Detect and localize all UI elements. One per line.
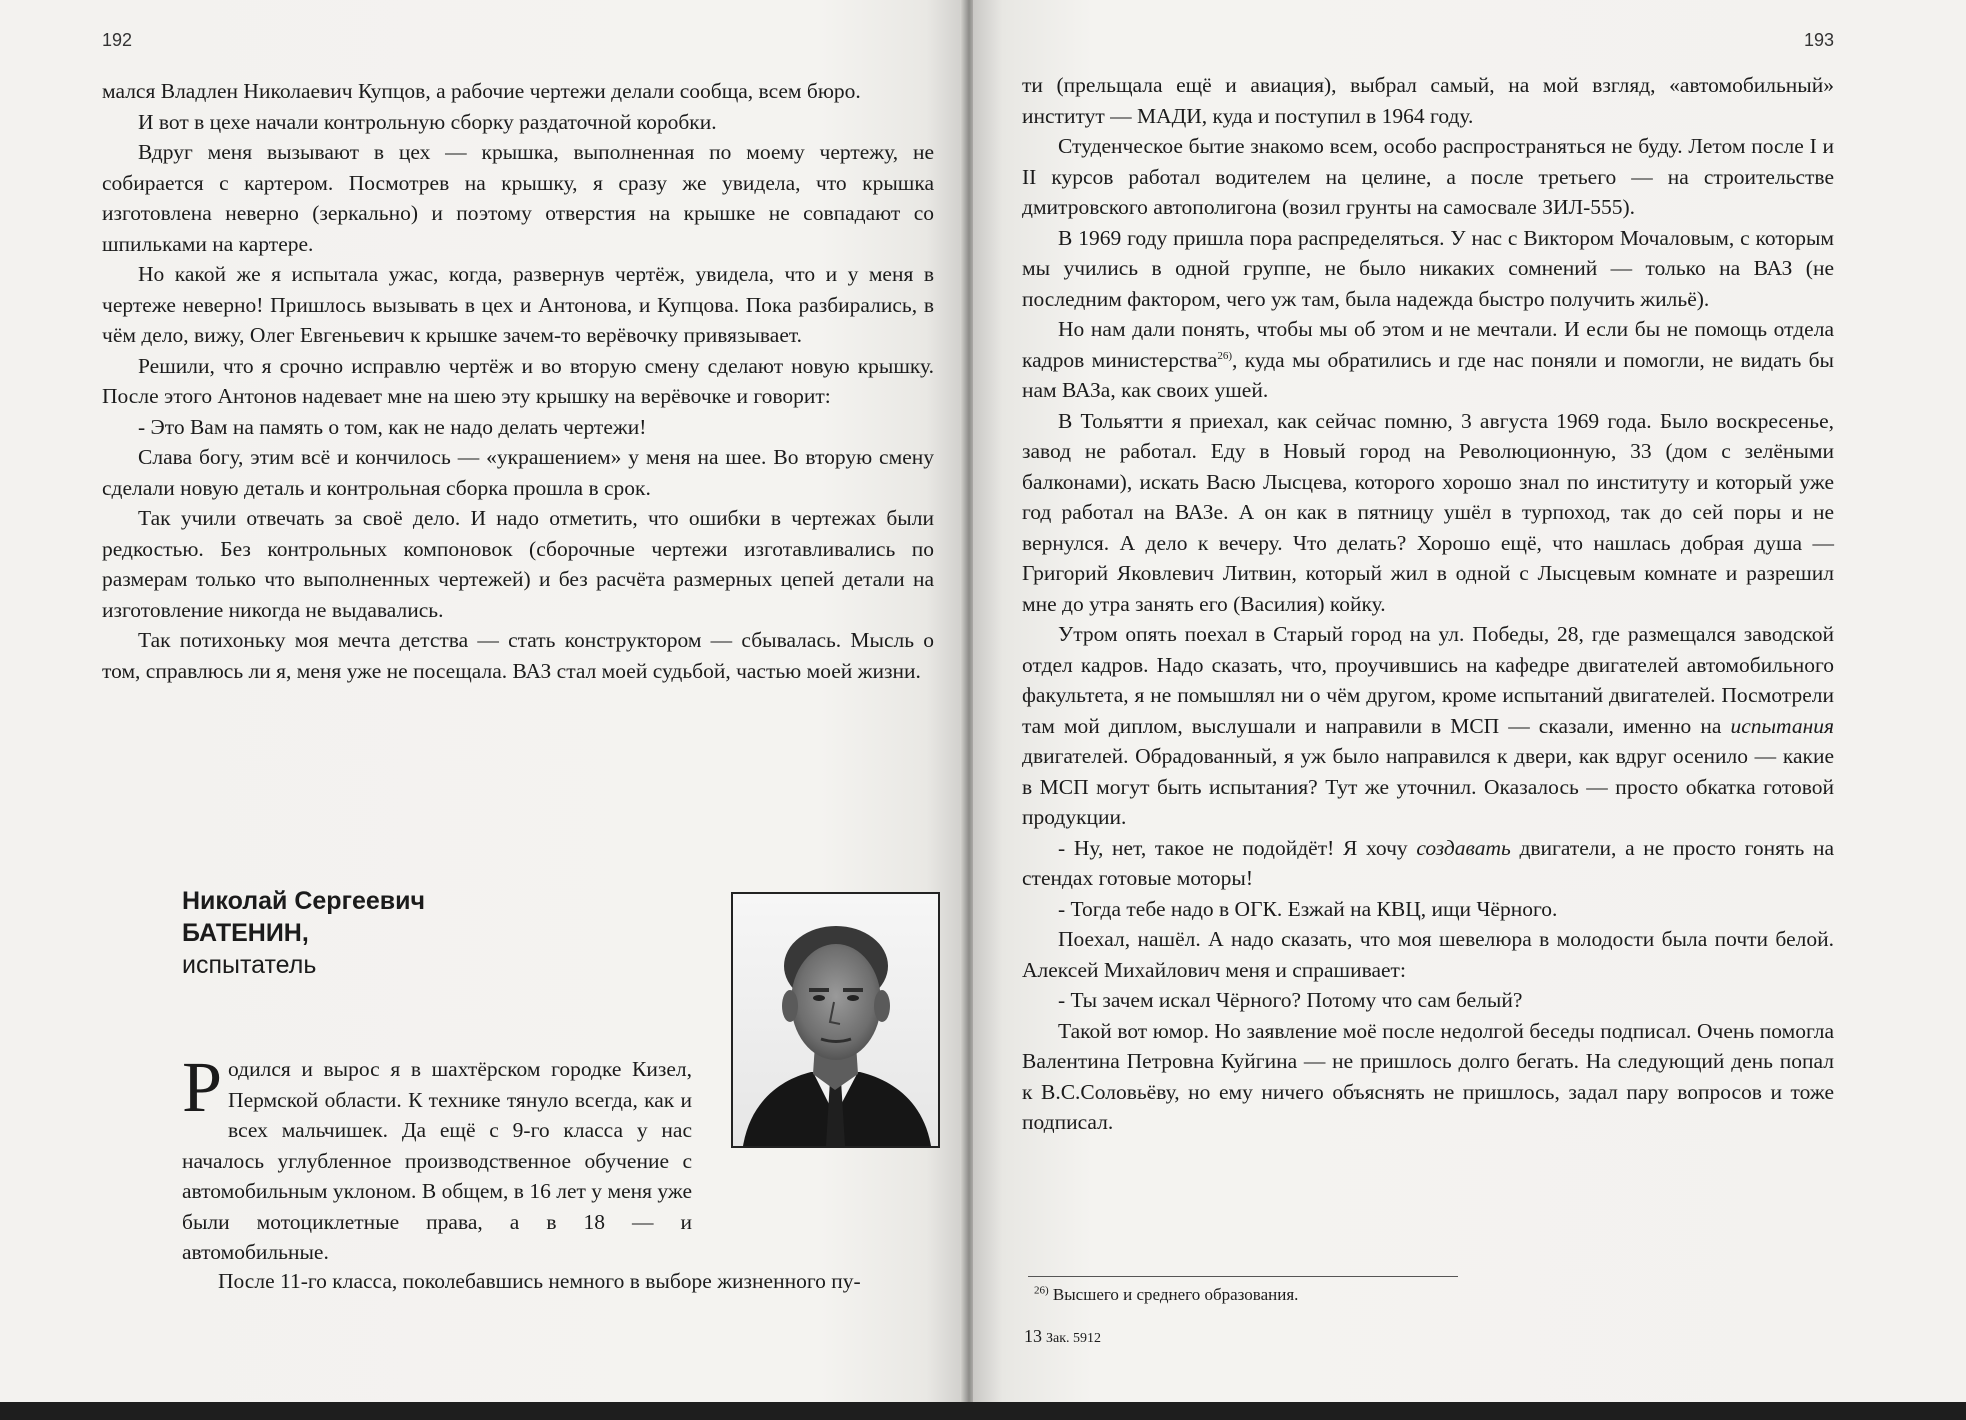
paragraph: - Это Вам на память о том, как не надо делать чертежи! [138,414,647,439]
portrait-photo [731,892,940,1148]
paragraph-emphasis [1022,619,1834,833]
paragraph-footnoted [1022,314,1834,406]
footnote-text: Высшего и среднего образования. [1052,1285,1299,1304]
bio-surname: БАТЕНИН, [182,919,309,947]
bio-role: испытатель [182,951,317,979]
bio-first-paragraph [182,1047,692,1268]
emphasis: создавать [1416,835,1511,860]
bio-text [182,1047,692,1268]
left-page-text [102,76,934,686]
paragraph: Поехал, нашёл. А надо сказать, что моя шевелюра в молодости была почти белой. Алексей Михайлович меня и спрашивает: [1022,927,1834,982]
paragraph: - Ты зачем искал Чёрного? Потому что сам белый? [1058,988,1523,1012]
bio-first-paragraph-text: одился и вырос я в шахтёрском городке Кизел, Пермской области. К технике тянуло всегда, как и всех мальчишек. Да ещё с 9-го класса у нас началось углубленное производственное обучение с автомобильным уклоном. В общем, в 16 лет у меня уже были мотоциклетные права, а в 18 — и автомобильные. [182,1057,692,1264]
paragraph-text: Утром опять поехал в Старый город на ул. Победы, 28, где размещался заводской отдел кадров. Надо сказать, что, проучившись на кафедре двигателей автомобильного факультета, я не помышлял ни о чём другом, кроме испытаний двигателей. Посмотрели там мой диплом, выслушали и направили в МСП — сказали, именно на [1022,622,1834,738]
paragraph-text: - Ну, нет, такое не подойдёт! Я хочу [1058,835,1417,860]
portrait-image [733,894,938,1146]
paragraph-text: двигателей. Обрадованный, я уж было направился к двери, как вдруг осенило — какие в МСП могут быть испытания? Тут же уточнил. Оказалось — просто обкатка готовой продукции. [1022,744,1834,829]
bio-second-paragraph: После 11-го класса, поколебавшись немного в выборе жизненного пу- [218,1269,861,1293]
paragraph: Вдруг меня вызывают в цех — крышка, выполненная по моему чертежу, не собирается с картером. Посмотрев на крышку, я сразу же увидела, что крышка изготовлена неверно (зеркально) и поэтому отверстия на крышке не совпадают со шпильками на картере. [102,140,934,256]
bio-continuation [182,1266,934,1297]
left-page [0,0,965,1402]
drop-cap: Р [182,1047,223,1127]
paragraph: - Тогда тебе надо в ОГК. Езжай на КВЦ, ищи Чёрного. [1058,896,1558,921]
scan-bottom-edge [0,1402,1966,1420]
page-number-right: 193 [1804,30,1835,50]
paragraph: ти (прельщала ещё и авиация), выбрал самый, на мой взгляд, «автомобильный» институт — МАДИ, куда и поступил в 1964 году. [1022,73,1834,128]
page-number-left: 192 [102,30,133,50]
footnote [1034,1284,1298,1306]
footnote-marker: 26) [1034,1284,1049,1297]
bio-heading [182,885,642,981]
paragraph: В 1969 году пришла пора распределяться. У нас с Виктором Мочаловым, с которым мы учились в одной группе, не было никаких сомнений — только на ВАЗ (не последним фактором, чего уж там, была надежда быстро получить жильё). [1022,225,1834,311]
paragraph: Такой вот юмор. Но заявление моё после недолгой беседы подписал. Очень помогла Валентина Петровна Куйгина — не пришлось долго бегать. На следующий день попал к В.С.Соловьёву, но ему ничего объяснять не пришлось, задал пару вопросов и тоже подписал. [1022,1018,1834,1134]
paragraph: Студенческое бытие знакомо всем, особо распространяться не буду. Летом после I и II курсов работал водителем на целине, а после третьего — на строительстве дмитровского автополигона (возил грунты на самосвале ЗИЛ-555). [1022,134,1834,219]
footnote-reference[interactable]: 26) [1217,349,1232,362]
paragraph: Так потихоньку моя мечта детства — стать конструктором — сбывалась. Мысль о том, справлюсь ли я, меня уже не посещала. ВАЗ стал моей судьбой, частью моей жизни. [102,628,934,683]
printer-mark [1024,1326,1101,1347]
emphasis: испытания [1730,713,1834,738]
printer-order-number: Зак. 5912 [1046,1331,1102,1346]
paragraph-emphasis [1022,833,1834,894]
paragraph-text: двигатели, а не просто гонять на стендах готовые моторы! [1022,835,1834,890]
paragraph: В Тольятти я приехал, как сейчас помню, 3 августа 1969 года. Было воскресенье, завод не работал. Еду в Новый город на Революционную, 33 (дом с зелёными балконами), искать Васю Лысцева, которого хорошо знал по институту и который уже год работал на ВАЗе. А он как в пятницу ушёл в турпоход, так до сей поры и не вернулся. А дело к вечеру. Что делать? Хорошо ещё, что нашлась добрая душа — Григорий Яковлевич Литвин, который жил в одной с Лысцевым комнате и разрешил мне до утра занять его (Василия) койку. [1022,408,1834,616]
paragraph: Так учили отвечать за своё дело. И надо отметить, что ошибки в чертежах были редкостью. Без контрольных компоновок (сборочные чертежи изготавливались по размерам только что выполненных чертежей) и без расчёта размерных цепей детали на изготовление никогда не выдавались. [102,506,934,622]
footnote-divider [1028,1276,1458,1277]
paragraph: Решили, что я срочно исправлю чертёж и во вторую смену сделают новую крышку. После этого Антонов надевает мне на шею эту крышку на верёвочке и говорит: [102,353,934,408]
paragraph: И вот в цехе начали контрольную сборку раздаточной коробки. [138,109,717,134]
paragraph: Слава богу, этим всё и кончилось — «украшением» у меня на шее. Во вторую смену сделали новую деталь и контрольная сборка прошла в срок. [102,445,934,500]
paragraph-text: , куда мы обратились и где нас поняли и помогли, не видать бы нам ВАЗа, как своих ушей. [1022,347,1834,402]
right-page-text [1022,70,1834,1138]
bio-name-first: Николай Сергеевич [182,887,426,915]
printer-sheet-number: 13 [1024,1326,1042,1346]
paragraph-text: Но нам дали понять, чтобы мы об этом и не мечтали. И если бы не помощь отдела кадров министерства [1022,317,1834,372]
paragraph: мался Владлен Николаевич Купцов, а рабочие чертежи делали сообща, всем бюро. [102,79,861,103]
paragraph: Но какой же я испытала ужас, когда, развернув чертёж, увидела, что и у меня в чертеже неверно! Пришлось вызывать в цех и Антонова, и Купцова. Пока разбирались, в чём дело, вижу, Олег Евгеньевич к крышке зачем-то верёвочку привязывает. [102,262,934,347]
